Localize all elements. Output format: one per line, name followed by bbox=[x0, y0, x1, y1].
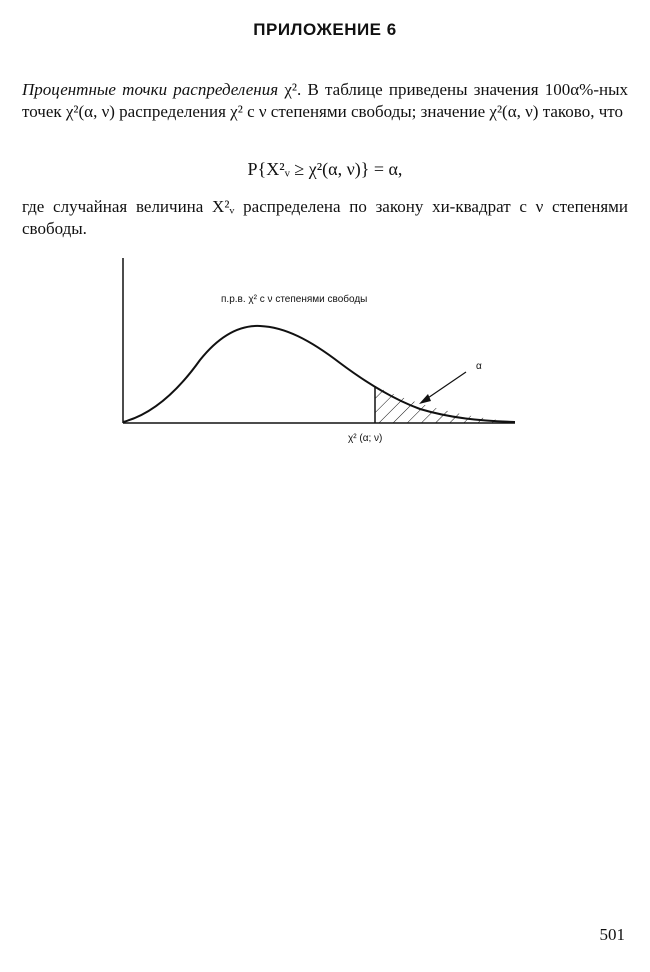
alpha-label: α bbox=[476, 361, 482, 372]
intro-chi: χ² bbox=[284, 80, 297, 99]
curve-label: п.р.в. χ² с ν степенями свободы bbox=[221, 294, 368, 305]
intro-title: Процентные точки распределения bbox=[22, 80, 279, 99]
page-number: 501 bbox=[599, 925, 625, 944]
tail-area bbox=[375, 386, 515, 423]
appendix-heading: ПРИЛОЖЕНИЕ 6 bbox=[253, 20, 397, 39]
x-label: χ² (α; ν) bbox=[348, 433, 383, 444]
formula: P{X²ᵥ ≥ χ²(α, ν)} = α, bbox=[247, 159, 403, 179]
intro-text: В таблице приведены значения 100α%-ных точек χ²(α, ν) распределения χ² с ν степенями свободы; значение χ²(α, ν) таково, что bbox=[22, 80, 628, 121]
chi-square-figure bbox=[0, 250, 650, 470]
after-paragraph: где случайная величина X²ᵥ распределена по закону хи-квадрат с ν степенями свободы. bbox=[22, 197, 628, 238]
alpha-arrowhead bbox=[419, 394, 431, 404]
density-curve bbox=[123, 326, 515, 422]
intro-paragraph: Процентные точки распределения χ². В таблице приведены значения 100α%-ных точек χ²(α, ν) распределения χ² с ν степенями свободы; значение χ²(α, ν) таково, что bbox=[22, 80, 628, 121]
